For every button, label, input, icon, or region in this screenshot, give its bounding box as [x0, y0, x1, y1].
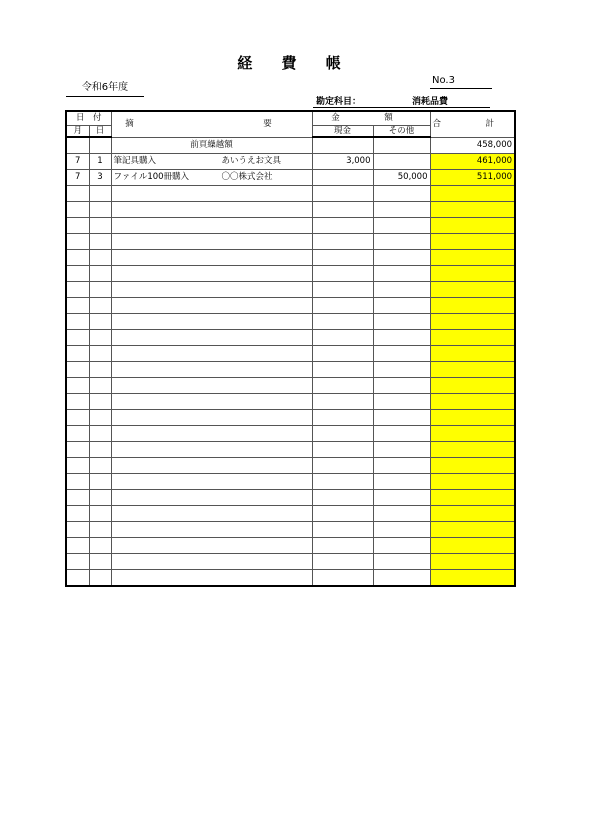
empty-row	[66, 298, 515, 314]
description-cell	[111, 154, 312, 170]
total-cell	[430, 234, 515, 250]
cash-cell	[312, 458, 373, 474]
cash-cell	[312, 314, 373, 330]
total-cell	[430, 474, 515, 490]
empty-row	[66, 410, 515, 426]
total-cell	[430, 282, 515, 298]
payee-text: あいうえお文具	[221, 156, 282, 166]
empty-row	[66, 458, 515, 474]
carried-forward-label: 前頁繰越額	[111, 137, 312, 154]
empty-row	[66, 426, 515, 442]
day-cell	[89, 314, 111, 330]
page-number: No.3	[430, 75, 492, 89]
cash-cell	[312, 506, 373, 522]
cash-cell	[312, 250, 373, 266]
cash-cell	[312, 202, 373, 218]
day-cell	[89, 378, 111, 394]
month-cell	[66, 250, 89, 266]
day-cell	[89, 330, 111, 346]
cash-cell	[312, 234, 373, 250]
day-cell	[89, 250, 111, 266]
carried-forward-row	[66, 137, 515, 154]
month-cell	[66, 410, 89, 426]
total-cell	[430, 250, 515, 266]
day-header: 日	[89, 126, 111, 138]
empty-row	[66, 474, 515, 490]
other-cell	[373, 282, 430, 298]
other-cell	[373, 202, 430, 218]
cash-cell	[312, 554, 373, 570]
empty-row	[66, 266, 515, 282]
other-cell	[373, 410, 430, 426]
cash-cell	[312, 378, 373, 394]
day-cell: 3	[89, 170, 111, 186]
month-cell	[66, 394, 89, 410]
total-cell	[430, 266, 515, 282]
other-cell	[373, 522, 430, 538]
total-cell: 511,000	[430, 170, 515, 186]
other-cell	[373, 458, 430, 474]
other-cell	[373, 346, 430, 362]
empty-row	[66, 234, 515, 250]
ledger-title: 経 費 帳	[237, 54, 353, 72]
description-cell	[111, 202, 312, 218]
item-text: ファイル100冊購入	[113, 172, 190, 182]
empty-row	[66, 378, 515, 394]
total-cell	[430, 378, 515, 394]
total-cell	[430, 458, 515, 474]
other-cell	[373, 538, 430, 554]
month-cell	[66, 346, 89, 362]
cash-cell	[312, 442, 373, 458]
day-cell	[89, 186, 111, 202]
day-cell	[89, 442, 111, 458]
total-cell	[430, 570, 515, 587]
empty-row	[66, 442, 515, 458]
cash-cell	[312, 298, 373, 314]
fiscal-year: 令和6年度	[66, 78, 144, 97]
month-cell	[66, 330, 89, 346]
other-header: その他	[373, 126, 430, 138]
month-cell	[66, 314, 89, 330]
other-cell	[373, 474, 430, 490]
other-cell	[373, 266, 430, 282]
month-cell	[66, 282, 89, 298]
description-cell	[111, 314, 312, 330]
other-cell	[373, 234, 430, 250]
description-cell	[111, 394, 312, 410]
other-cell	[373, 570, 430, 587]
cash-cell	[312, 346, 373, 362]
month-cell	[66, 474, 89, 490]
day-cell	[89, 410, 111, 426]
month-cell	[66, 186, 89, 202]
day-cell	[89, 426, 111, 442]
empty-row	[66, 202, 515, 218]
description-cell	[111, 346, 312, 362]
description-cell	[111, 330, 312, 346]
other-cell	[373, 554, 430, 570]
cash-cell	[312, 522, 373, 538]
other-cell	[373, 442, 430, 458]
other-cell	[373, 186, 430, 202]
description-cell	[111, 282, 312, 298]
total-cell	[430, 298, 515, 314]
description-cell	[111, 426, 312, 442]
month-cell	[66, 266, 89, 282]
description-cell	[111, 506, 312, 522]
total-cell	[430, 442, 515, 458]
description-cell	[111, 538, 312, 554]
month-cell	[66, 490, 89, 506]
other-cell	[373, 378, 430, 394]
empty-row	[66, 314, 515, 330]
total-cell	[430, 522, 515, 538]
cash-cell	[312, 538, 373, 554]
description-cell	[111, 570, 312, 587]
cash-cell: 3,000	[312, 154, 373, 170]
empty-row	[66, 346, 515, 362]
other-cell	[373, 394, 430, 410]
empty-row	[66, 394, 515, 410]
header-row-1	[66, 111, 515, 126]
cash-cell	[312, 218, 373, 234]
month-cell: 7	[66, 170, 89, 186]
month-cell	[66, 538, 89, 554]
description-cell	[111, 490, 312, 506]
description-cell	[111, 554, 312, 570]
item-text: 筆記具購入	[113, 156, 157, 166]
total-cell	[430, 426, 515, 442]
day-cell	[89, 202, 111, 218]
day-cell	[89, 394, 111, 410]
empty-row	[66, 538, 515, 554]
day-cell	[89, 298, 111, 314]
day-cell	[89, 458, 111, 474]
day-cell	[89, 506, 111, 522]
carried-forward-total: 458,000	[430, 137, 515, 154]
day-cell	[89, 218, 111, 234]
account-label: 勘定科目：	[316, 97, 362, 107]
description-cell	[111, 298, 312, 314]
other-cell	[373, 218, 430, 234]
cash-cell	[312, 490, 373, 506]
day-cell	[89, 362, 111, 378]
total-cell	[430, 314, 515, 330]
account-underline	[313, 107, 490, 108]
other-cell	[373, 490, 430, 506]
month-cell	[66, 234, 89, 250]
month-cell	[66, 506, 89, 522]
empty-row	[66, 554, 515, 570]
day-cell	[89, 570, 111, 587]
description-cell	[111, 458, 312, 474]
description-cell	[111, 250, 312, 266]
other-cell	[373, 154, 430, 170]
month-cell	[66, 426, 89, 442]
total-cell	[430, 538, 515, 554]
total-cell: 461,000	[430, 154, 515, 170]
day-cell	[89, 474, 111, 490]
empty-row	[66, 186, 515, 202]
empty-row	[66, 362, 515, 378]
other-cell	[373, 426, 430, 442]
table-row	[66, 170, 515, 186]
empty-row	[66, 218, 515, 234]
total-cell	[430, 506, 515, 522]
total-cell	[430, 202, 515, 218]
description-cell	[111, 410, 312, 426]
empty-row	[66, 490, 515, 506]
description-cell	[111, 234, 312, 250]
month-cell	[66, 202, 89, 218]
month-cell	[66, 378, 89, 394]
month-cell	[66, 218, 89, 234]
day-cell	[89, 282, 111, 298]
cash-header: 現金	[312, 126, 373, 138]
description-cell	[111, 378, 312, 394]
cash-cell	[312, 570, 373, 587]
month-cell	[66, 554, 89, 570]
month-cell	[66, 570, 89, 587]
cash-cell	[312, 426, 373, 442]
total-cell	[430, 554, 515, 570]
cash-cell	[312, 394, 373, 410]
month-cell	[66, 362, 89, 378]
other-cell: 50,000	[373, 170, 430, 186]
account-value: 消耗品費	[412, 97, 449, 107]
day-cell	[89, 522, 111, 538]
cash-cell	[312, 330, 373, 346]
other-cell	[373, 330, 430, 346]
cash-cell	[312, 282, 373, 298]
cash-cell	[312, 266, 373, 282]
cash-cell	[312, 186, 373, 202]
empty-row	[66, 506, 515, 522]
empty-row	[66, 250, 515, 266]
other-cell	[373, 250, 430, 266]
day-cell	[89, 538, 111, 554]
day-cell: 1	[89, 154, 111, 170]
other-cell	[373, 314, 430, 330]
empty-row	[66, 570, 515, 587]
total-cell	[430, 490, 515, 506]
cash-cell	[312, 410, 373, 426]
month-cell	[66, 522, 89, 538]
cash-cell	[312, 170, 373, 186]
cash-cell	[312, 362, 373, 378]
total-cell	[430, 346, 515, 362]
amount-header: 金 額	[312, 111, 430, 126]
total-cell	[430, 410, 515, 426]
empty-row	[66, 522, 515, 538]
month-cell	[66, 458, 89, 474]
total-cell	[430, 218, 515, 234]
day-cell	[89, 490, 111, 506]
description-cell	[111, 186, 312, 202]
month-cell: 7	[66, 154, 89, 170]
month-cell	[66, 442, 89, 458]
total-cell	[430, 330, 515, 346]
table-row	[66, 154, 515, 170]
description-cell	[111, 522, 312, 538]
payee-text: 〇〇株式会社	[221, 172, 273, 182]
description-cell	[111, 266, 312, 282]
cash-cell	[312, 474, 373, 490]
empty-row	[66, 330, 515, 346]
total-cell	[430, 362, 515, 378]
total-header: 合 計	[430, 111, 515, 137]
other-cell	[373, 506, 430, 522]
description-cell	[111, 442, 312, 458]
empty-row	[66, 282, 515, 298]
date-header: 日 付	[66, 111, 111, 126]
other-cell	[373, 298, 430, 314]
month-header: 月	[66, 126, 89, 138]
day-cell	[89, 346, 111, 362]
other-cell	[373, 362, 430, 378]
description-cell	[111, 218, 312, 234]
day-cell	[89, 234, 111, 250]
day-cell	[89, 266, 111, 282]
description-cell	[111, 474, 312, 490]
day-cell	[89, 554, 111, 570]
expense-ledger-table	[65, 110, 516, 587]
description-header: 摘 要	[111, 111, 312, 137]
total-cell	[430, 186, 515, 202]
month-cell	[66, 298, 89, 314]
description-cell	[111, 170, 312, 186]
total-cell	[430, 394, 515, 410]
description-cell	[111, 362, 312, 378]
